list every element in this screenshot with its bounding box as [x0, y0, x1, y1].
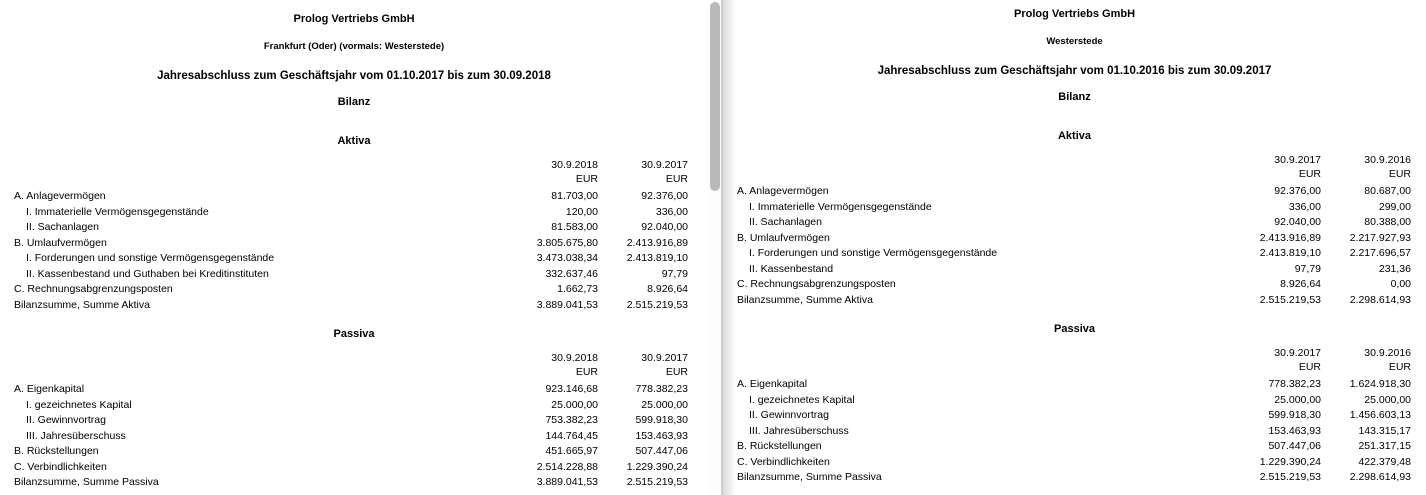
column-headers: [723, 347, 1426, 374]
section-title: Aktiva: [1057, 130, 1092, 142]
balance-row: [723, 439, 1426, 455]
row-value-col2: 2.298.614,93: [1349, 293, 1411, 306]
rows: [723, 184, 1426, 308]
row-value-col1: 753.382,23: [545, 414, 598, 426]
doc-type: Bilanz: [1058, 91, 1091, 103]
row-label: I. gezeichnetes Kapital: [26, 398, 132, 411]
balance-row: [0, 413, 708, 429]
row-value-col1: 599.918,30: [1268, 409, 1321, 421]
row-value-col1: 2.515.219,53: [1259, 471, 1321, 483]
row-value-col2: 507.447,06: [635, 445, 688, 457]
balance-row: [0, 220, 708, 236]
row-value-col2: 25.000,00: [641, 398, 688, 411]
row-label: I. Immaterielle Vermögensgegenstände: [749, 200, 932, 213]
balance-row: [0, 282, 708, 298]
row-value-col1: 144.764,45: [545, 429, 598, 442]
row-value-col1: 81.583,00: [551, 221, 598, 233]
balance-row: [723, 377, 1426, 393]
row-label: B. Umlaufvermögen: [14, 236, 107, 249]
row-value-col1: 25.000,00: [1274, 393, 1321, 406]
row-value-col1: 336,00: [1288, 200, 1321, 213]
row-label: C. Verbindlichkeiten: [14, 460, 107, 473]
row-label: I. Forderungen und sonstige Vermögensgegenstände: [749, 247, 998, 259]
row-label: C. Rechnungsabgrenzungsposten: [14, 283, 173, 295]
balance-section-aktiva: [0, 135, 708, 313]
row-value-col1: 1.662,73: [557, 283, 598, 295]
row-value-col1: 2.413.819,10: [1259, 247, 1321, 259]
column-unit: EUR: [1298, 360, 1321, 373]
balance-row: [723, 424, 1426, 440]
row-value-col2: 2.217.696,57: [1349, 247, 1411, 259]
balance-row: [0, 298, 708, 314]
row-label: B. Umlaufvermögen: [737, 231, 830, 244]
balance-section-passiva: [723, 323, 1426, 486]
doc-location: Frankfurt (Oder) (vormals: Westerstede): [263, 41, 445, 52]
row-label: A. Anlagevermögen: [737, 185, 829, 197]
row-value-col1: 97,79: [1294, 262, 1321, 275]
row-value-col2: 1.456.603,13: [1349, 409, 1411, 421]
column-header-prior: [1321, 347, 1411, 374]
row-label: Bilanzsumme, Summe Aktiva: [737, 293, 873, 306]
balance-row: [723, 231, 1426, 247]
row-value-col2: 143.315,17: [1358, 424, 1411, 437]
row-value-col2: 8.926,64: [647, 283, 688, 295]
balance-section-aktiva: [723, 130, 1426, 308]
row-value-col2: 299,00: [1378, 200, 1411, 213]
balance-row: [723, 455, 1426, 471]
balance-row: [0, 205, 708, 221]
row-label: A. Eigenkapital: [14, 383, 85, 395]
balance-row: [723, 470, 1426, 486]
balance-row: [0, 444, 708, 460]
rows: [0, 382, 708, 491]
document-pane-left[interactable]: [0, 0, 708, 495]
section-title: Passiva: [1054, 323, 1095, 335]
row-label: Bilanzsumme, Summe Aktiva: [14, 298, 150, 311]
row-value-col1: 778.382,23: [1268, 378, 1321, 390]
vertical-scrollbar[interactable]: [708, 0, 722, 495]
doc-title: Prolog Vertriebs GmbH: [293, 13, 415, 25]
row-label: B. Rückstellungen: [737, 440, 822, 452]
row-value-col1: 2.413.916,89: [1259, 231, 1321, 244]
row-value-col1: 153.463,93: [1268, 424, 1321, 437]
column-header-spacer: [14, 352, 488, 379]
doc-heading: Jahresabschluss zum Geschäftsjahr vom 01.10.2017 bis zum 30.09.2018: [157, 70, 551, 82]
balance-row: [0, 382, 708, 398]
column-date: 30.9.2018: [551, 352, 598, 364]
column-header-current: [488, 352, 598, 379]
column-headers: [723, 154, 1426, 181]
column-date: 30.9.2016: [1364, 154, 1411, 166]
row-value-col2: 2.298.614,93: [1349, 471, 1411, 483]
row-value-col2: 0,00: [1390, 278, 1411, 290]
row-value-col2: 1.624.918,30: [1349, 378, 1411, 390]
row-value-col1: 25.000,00: [551, 398, 598, 411]
row-value-col1: 1.229.390,24: [1259, 455, 1321, 468]
balance-row: [0, 251, 708, 267]
balance-row: [723, 393, 1426, 409]
row-label: I. gezeichnetes Kapital: [749, 393, 855, 406]
doc-heading: Jahresabschluss zum Geschäftsjahr vom 01.10.2016 bis zum 30.09.2017: [877, 65, 1272, 77]
section-title: Passiva: [333, 328, 375, 340]
column-header-prior: [598, 352, 688, 379]
doc-location: Westerstede: [1046, 36, 1103, 47]
row-label: III. Jahresüberschuss: [26, 429, 126, 442]
row-value-col2: 2.413.916,89: [626, 236, 688, 249]
column-unit: EUR: [575, 365, 598, 378]
row-label: I. Forderungen und sonstige Vermögensgegenstände: [26, 252, 275, 264]
column-headers: [0, 352, 708, 379]
row-label: III. Jahresüberschuss: [749, 424, 849, 437]
row-value-col1: 81.703,00: [551, 190, 598, 202]
row-value-col2: 1.229.390,24: [626, 460, 688, 473]
column-unit: EUR: [665, 365, 688, 378]
column-date: 30.9.2017: [641, 159, 688, 171]
column-header-current: [488, 159, 598, 186]
rows: [723, 377, 1426, 486]
balance-row: [0, 398, 708, 414]
row-label: I. Immaterielle Vermögensgegenstände: [26, 205, 209, 218]
row-value-col2: 2.217.927,93: [1349, 231, 1411, 244]
sections-host: [0, 135, 708, 491]
row-value-col1: 8.926,64: [1280, 278, 1321, 290]
balance-row: [723, 200, 1426, 216]
row-value-col2: 80.388,00: [1364, 216, 1411, 228]
row-label: II. Sachanlagen: [26, 221, 99, 233]
column-unit: EUR: [1388, 167, 1411, 180]
row-value-col2: 778.382,23: [635, 383, 688, 395]
row-label: B. Rückstellungen: [14, 445, 99, 457]
column-header-current: [1211, 347, 1321, 374]
balance-row: [723, 408, 1426, 424]
column-date: 30.9.2016: [1364, 347, 1411, 359]
balance-row: [723, 293, 1426, 309]
row-value-col1: 3.805.675,80: [536, 236, 598, 249]
column-header-spacer: [737, 154, 1211, 181]
balance-row: [0, 236, 708, 252]
doc-title: Prolog Vertriebs GmbH: [1013, 8, 1136, 20]
column-headers: [0, 159, 708, 186]
row-label: A. Anlagevermögen: [14, 190, 106, 202]
balance-row: [0, 475, 708, 491]
balance-row: [0, 429, 708, 445]
row-value-col1: 332.637,46: [545, 267, 598, 280]
row-value-col2: 336,00: [655, 205, 688, 218]
row-value-col1: 2.515.219,53: [1259, 293, 1321, 306]
section-title: Aktiva: [337, 135, 371, 147]
row-value-col2: 80.687,00: [1364, 185, 1411, 197]
row-value-col2: 2.515.219,53: [626, 298, 688, 311]
column-date: 30.9.2018: [551, 159, 598, 171]
sections-host: [723, 130, 1426, 486]
column-unit: EUR: [1298, 167, 1321, 180]
row-value-col2: 92.040,00: [641, 221, 688, 233]
row-value-col1: 120,00: [565, 205, 598, 218]
row-value-col2: 25.000,00: [1364, 393, 1411, 406]
row-value-col2: 2.413.819,10: [626, 252, 688, 264]
row-value-col1: 3.889.041,53: [536, 298, 598, 311]
column-unit: EUR: [665, 172, 688, 185]
balance-section-passiva: [0, 328, 708, 491]
row-value-col2: 92.376,00: [641, 190, 688, 202]
column-header-prior: [1321, 154, 1411, 181]
document-pane-right[interactable]: [723, 0, 1426, 495]
row-value-col2: 2.515.219,53: [626, 476, 688, 488]
row-label: C. Rechnungsabgrenzungsposten: [737, 278, 896, 290]
row-value-col1: 2.514.228,88: [536, 460, 598, 473]
column-header-spacer: [737, 347, 1211, 374]
row-value-col2: 251.317,15: [1358, 440, 1411, 452]
row-value-col2: 153.463,93: [635, 429, 688, 442]
row-value-col1: 92.376,00: [1274, 185, 1321, 197]
row-label: II. Kassenbestand: [749, 262, 834, 275]
row-value-col2: 231,36: [1378, 262, 1411, 275]
row-value-col2: 97,79: [661, 267, 688, 280]
row-label: II. Sachanlagen: [749, 216, 822, 228]
row-value-col1: 507.447,06: [1268, 440, 1321, 452]
balance-row: [723, 262, 1426, 278]
column-header-prior: [598, 159, 688, 186]
column-header-spacer: [14, 159, 488, 186]
row-label: II. Kassenbestand und Guthaben bei Kreditinstituten: [26, 267, 269, 280]
balance-row: [0, 460, 708, 476]
scrollbar-thumb[interactable]: [710, 2, 720, 191]
row-label: II. Gewinnvortrag: [26, 414, 106, 426]
row-value-col1: 3.473.038,34: [536, 252, 598, 264]
row-label: Bilanzsumme, Summe Passiva: [14, 476, 159, 488]
column-date: 30.9.2017: [641, 352, 688, 364]
column-date: 30.9.2017: [1274, 347, 1321, 359]
rows: [0, 189, 708, 313]
column-header-current: [1211, 154, 1321, 181]
row-value-col1: 923.146,68: [545, 383, 598, 395]
row-value-col1: 3.889.041,53: [536, 476, 598, 488]
balance-row: [0, 189, 708, 205]
balance-row: [723, 246, 1426, 262]
balance-row: [723, 184, 1426, 200]
balance-row: [723, 277, 1426, 293]
balance-row: [0, 267, 708, 283]
column-unit: EUR: [1388, 360, 1411, 373]
row-label: C. Verbindlichkeiten: [737, 455, 830, 468]
row-value-col1: 451.665,97: [545, 445, 598, 457]
doc-type: Bilanz: [337, 96, 371, 108]
row-value-col1: 92.040,00: [1274, 216, 1321, 228]
column-unit: EUR: [575, 172, 598, 185]
row-label: Bilanzsumme, Summe Passiva: [737, 471, 882, 483]
balance-row: [723, 215, 1426, 231]
column-date: 30.9.2017: [1274, 154, 1321, 166]
row-value-col2: 422.379,48: [1358, 455, 1411, 468]
row-label: A. Eigenkapital: [737, 378, 808, 390]
row-value-col2: 599.918,30: [635, 414, 688, 426]
row-label: II. Gewinnvortrag: [749, 409, 829, 421]
